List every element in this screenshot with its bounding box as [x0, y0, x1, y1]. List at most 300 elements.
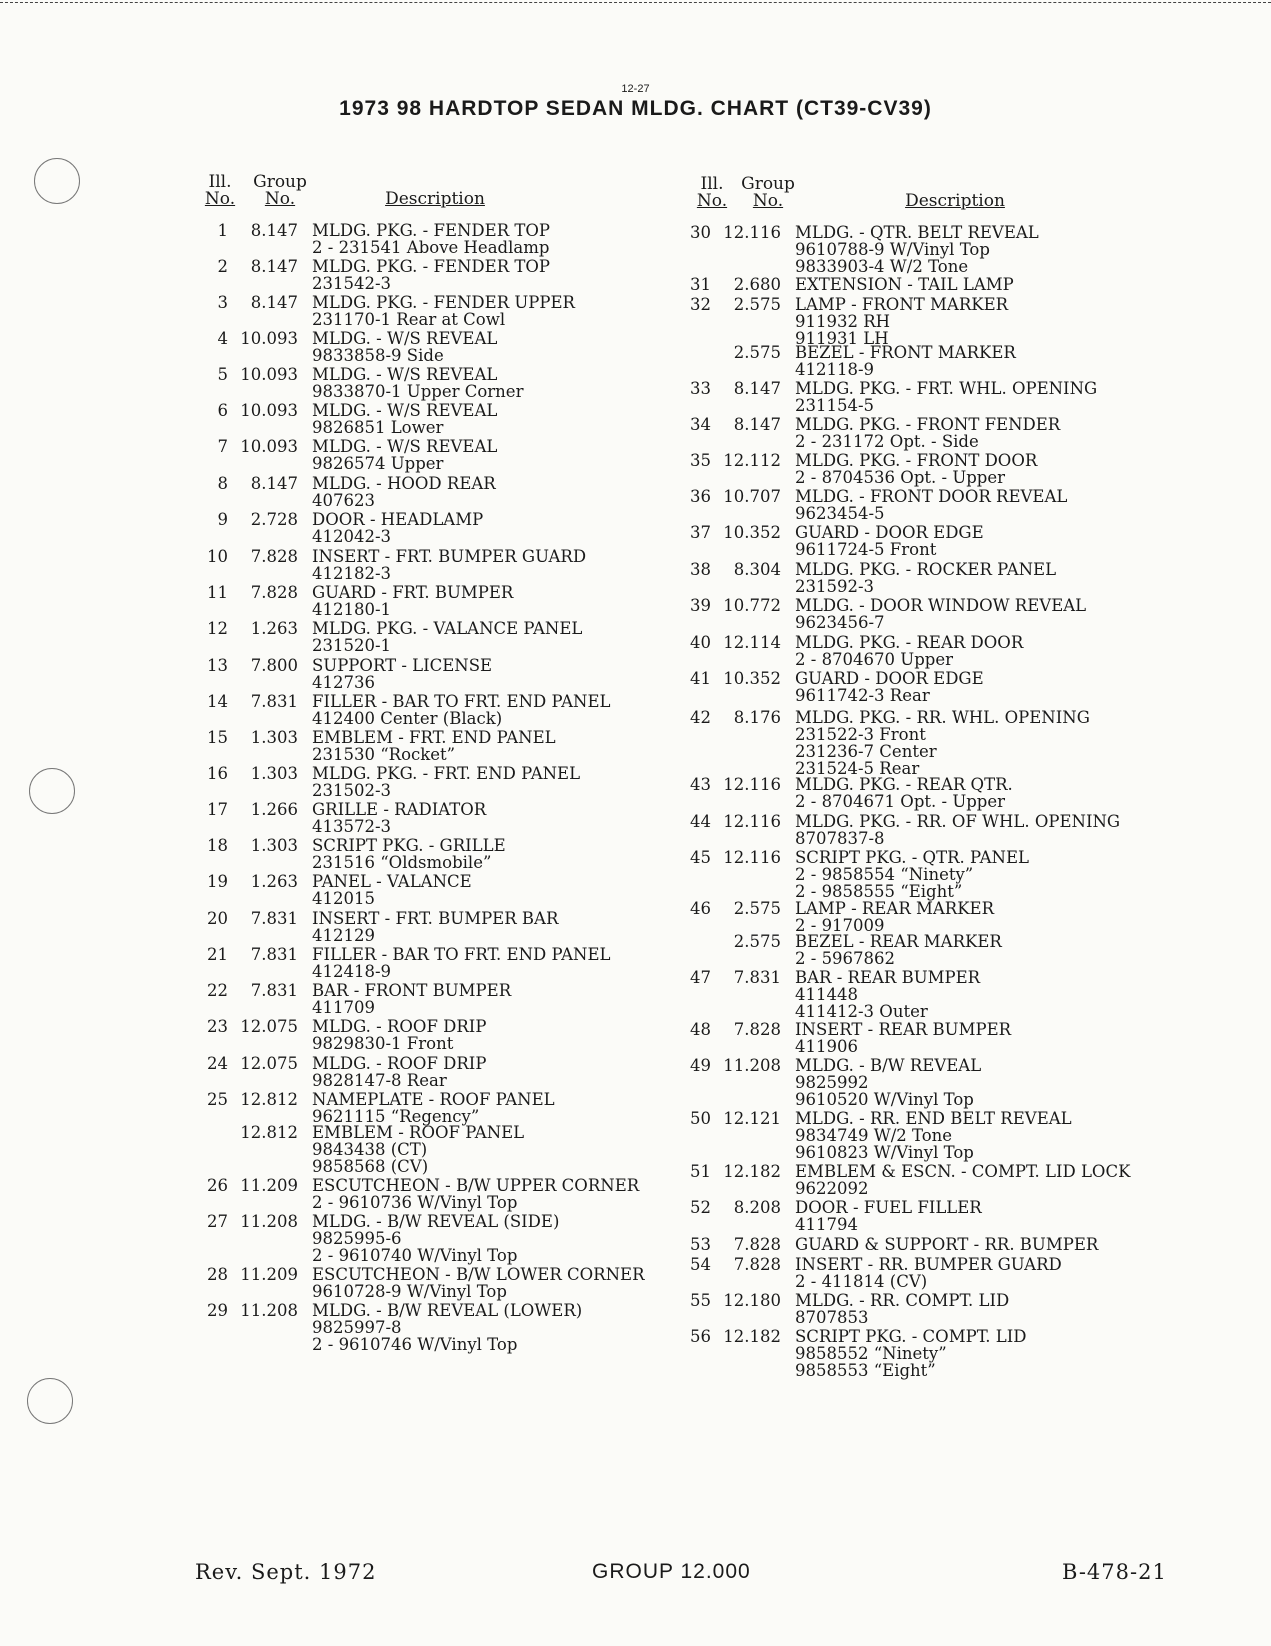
part-number: 413572-3: [312, 817, 392, 836]
description: [795, 224, 1039, 275]
description: [795, 380, 1097, 414]
group-number: 8.147: [250, 221, 298, 240]
ill-number: 9: [217, 510, 228, 529]
group-number: 10.707: [723, 487, 781, 506]
part-name: BEZEL - REAR MARKER: [795, 932, 1002, 951]
group-number: 12.812: [240, 1090, 298, 1109]
ill-number: 39: [690, 596, 711, 615]
part-number: 9610728-9 W/Vinyl Top: [312, 1282, 507, 1301]
part-name: DOOR - FUEL FILLER: [795, 1198, 982, 1217]
part-name: INSERT - RR. BUMPER GUARD: [795, 1255, 1062, 1274]
part-number: 9858552 “Ninety”: [795, 1344, 947, 1363]
group-number: 8.147: [733, 415, 781, 434]
group-number: 12.121: [723, 1109, 781, 1128]
part-number: 8707837-8: [795, 829, 885, 848]
part-number: 412180-1: [312, 600, 392, 619]
group-number: 12.182: [723, 1327, 781, 1346]
description: [795, 1110, 1072, 1161]
part-number: 9610823 W/Vinyl Top: [795, 1143, 974, 1162]
ill-number: 30: [690, 223, 711, 242]
part-number: 411412-3 Outer: [795, 1002, 928, 1021]
part-name: INSERT - REAR BUMPER: [795, 1020, 1012, 1039]
description: [795, 1199, 982, 1233]
part-number: 231530 “Rocket”: [312, 745, 456, 764]
part-name: GUARD - FRT. BUMPER: [312, 583, 514, 602]
description: [312, 729, 556, 763]
part-number: 2 - 8704536 Opt. - Upper: [795, 468, 1006, 487]
part-number: 9611724-5 Front: [795, 540, 937, 559]
part-name: BAR - FRONT BUMPER: [312, 981, 512, 1000]
header-ill-no-right: Ill. No.: [696, 174, 728, 211]
part-name: GUARD - DOOR EDGE: [795, 669, 984, 688]
ill-number: 32: [690, 295, 711, 314]
ill-number: 6: [217, 401, 228, 420]
ill-number: 12: [207, 619, 228, 638]
group-number: 10.352: [723, 669, 781, 688]
group-number: 8.147: [733, 379, 781, 398]
part-name: MLDG. PKG. - RR. OF WHL. OPENING: [795, 812, 1121, 831]
part-number: 2 - 5967862: [795, 949, 896, 968]
part-number: 407623: [312, 491, 375, 510]
part-name: EXTENSION - TAIL LAMP: [795, 275, 1014, 294]
group-number: 12.182: [723, 1162, 781, 1181]
part-name: MLDG. - W/S REVEAL: [312, 437, 498, 456]
part-number: 231516 “Oldsmobile”: [312, 853, 492, 872]
description: [312, 222, 550, 256]
ill-number: 55: [690, 1291, 711, 1310]
group-number: 1.303: [250, 764, 298, 783]
group-number: 10.093: [240, 401, 298, 420]
part-number: 9610520 W/Vinyl Top: [795, 1090, 974, 1109]
part-name: GUARD & SUPPORT - RR. BUMPER: [795, 1235, 1099, 1254]
description: [795, 933, 1002, 967]
part-number: 9833858-9 Side: [312, 346, 444, 365]
part-number: 2 - 8704670 Upper: [795, 650, 953, 669]
ill-number: 25: [207, 1090, 228, 1109]
part-number: 412129: [312, 926, 375, 945]
group-number: 11.209: [240, 1265, 298, 1284]
ill-number: 41: [690, 669, 711, 688]
ill-number: 16: [207, 764, 228, 783]
group-number: 2.575: [733, 899, 781, 918]
group-number: 12.112: [723, 451, 781, 470]
group-number: 12.116: [723, 812, 781, 831]
part-number: 9826851 Lower: [312, 418, 444, 437]
group-number: 10.352: [723, 523, 781, 542]
part-name: EMBLEM - FRT. END PANEL: [312, 728, 556, 747]
group-number: 12.180: [723, 1291, 781, 1310]
group-number: 12.075: [240, 1054, 298, 1073]
group-number: 8.147: [250, 257, 298, 276]
description: [312, 982, 511, 1016]
part-number: 412042-3: [312, 527, 392, 546]
part-name: SCRIPT PKG. - GRILLE: [312, 836, 506, 855]
group-number: 2.575: [733, 343, 781, 362]
part-number: 2 - 8704671 Opt. - Upper: [795, 792, 1006, 811]
group-number: 10.093: [240, 365, 298, 384]
footer-group: GROUP 12.000: [592, 1560, 751, 1583]
part-number: 2 - 231541 Above Headlamp: [312, 238, 550, 257]
part-name: MLDG. PKG. - REAR QTR.: [795, 775, 1013, 794]
footer-revision: Rev. Sept. 1972: [195, 1560, 377, 1584]
part-name: EMBLEM - ROOF PANEL: [312, 1123, 525, 1142]
part-name: LAMP - FRONT MARKER: [795, 295, 1009, 314]
description: [795, 776, 1013, 810]
description: [312, 693, 610, 727]
description: [795, 1328, 1026, 1379]
group-number: 7.800: [250, 656, 298, 675]
group-number: 11.208: [240, 1301, 298, 1320]
part-name: MLDG. PKG. - ROCKER PANEL: [795, 560, 1057, 579]
part-name: MLDG. PKG. - FRT. WHL. OPENING: [795, 379, 1098, 398]
description: [795, 561, 1056, 595]
description: [795, 1292, 1009, 1326]
ill-number: 36: [690, 487, 711, 506]
part-name: MLDG. - RR. END BELT REVEAL: [795, 1109, 1072, 1128]
part-name: MLDG. PKG. - FENDER TOP: [312, 257, 551, 276]
ill-number: 33: [690, 379, 711, 398]
part-number: 231524-5 Rear: [795, 759, 920, 778]
part-number: 9834749 W/2 Tone: [795, 1126, 953, 1145]
description: [312, 801, 486, 835]
part-name: MLDG. PKG. - FRONT FENDER: [795, 415, 1061, 434]
part-name: SCRIPT PKG. - QTR. PANEL: [795, 848, 1029, 867]
part-number: 2 - 9610736 W/Vinyl Top: [312, 1193, 518, 1212]
description: [312, 258, 550, 292]
part-number: 2 - 917009: [795, 916, 885, 935]
group-number: 7.828: [733, 1235, 781, 1254]
group-number: 10.093: [240, 437, 298, 456]
description: [795, 344, 1016, 378]
ill-number: 54: [690, 1255, 711, 1274]
punch-hole-middle: [29, 768, 75, 814]
part-name: MLDG. - ROOF DRIP: [312, 1017, 487, 1036]
description: [795, 1021, 1011, 1055]
header-group-no-right: Group No.: [741, 174, 795, 211]
group-number: 7.831: [733, 968, 781, 987]
part-name: LAMP - REAR MARKER: [795, 899, 995, 918]
header-description-right: Description: [905, 191, 1005, 211]
group-number: 12.812: [240, 1123, 298, 1142]
group-number: 7.828: [250, 583, 298, 602]
ill-number: 21: [207, 945, 228, 964]
ill-number: 34: [690, 415, 711, 434]
ill-number: 42: [690, 708, 711, 727]
part-name: MLDG. - HOOD REAR: [312, 474, 496, 493]
group-number: 11.209: [240, 1176, 298, 1195]
group-number: 8.208: [733, 1198, 781, 1217]
part-name: ESCUTCHEON - B/W UPPER CORNER: [312, 1176, 640, 1195]
group-number: 10.093: [240, 329, 298, 348]
ill-number: 49: [690, 1056, 711, 1075]
description: [312, 620, 582, 654]
part-number: 231520-1: [312, 636, 392, 655]
part-number: 9858553 “Eight”: [795, 1361, 936, 1380]
part-number: 9623456-7: [795, 613, 885, 632]
part-name: INSERT - FRT. BUMPER BAR: [312, 909, 559, 928]
description: [312, 765, 580, 799]
description: [312, 657, 492, 691]
part-name: MLDG. - FRONT DOOR REVEAL: [795, 487, 1068, 506]
ill-number: 38: [690, 560, 711, 579]
group-number: 1.263: [250, 872, 298, 891]
part-number: 231502-3: [312, 781, 392, 800]
group-number: 1.263: [250, 619, 298, 638]
part-name: NAMEPLATE - ROOF PANEL: [312, 1090, 555, 1109]
group-number: 7.831: [250, 692, 298, 711]
top-edge-line: [0, 2, 1271, 3]
ill-number: 28: [207, 1265, 228, 1284]
header-ill-no-left: Ill. No.: [204, 172, 236, 209]
part-name: MLDG. - W/S REVEAL: [312, 365, 498, 384]
ill-number: 14: [207, 692, 228, 711]
part-name: MLDG. - B/W REVEAL (SIDE): [312, 1212, 560, 1231]
description: [312, 294, 575, 328]
part-name: MLDG. - B/W REVEAL: [795, 1056, 982, 1075]
part-name: MLDG. - W/S REVEAL: [312, 329, 498, 348]
part-name: MLDG. PKG. - REAR DOOR: [795, 633, 1024, 652]
group-number: 11.208: [240, 1212, 298, 1231]
description: [312, 548, 586, 582]
description: [312, 1055, 486, 1089]
ill-number: 46: [690, 899, 711, 918]
part-number: 411709: [312, 998, 375, 1017]
part-number: 9858568 (CV): [312, 1157, 429, 1176]
ill-number: 44: [690, 812, 711, 831]
group-number: 8.304: [733, 560, 781, 579]
ill-number: 47: [690, 968, 711, 987]
ill-number: 18: [207, 836, 228, 855]
part-number: 412736: [312, 673, 375, 692]
description: [795, 416, 1060, 450]
ill-number: 24: [207, 1054, 228, 1073]
description: [795, 1256, 1062, 1290]
description: [795, 488, 1067, 522]
group-number: 7.828: [250, 547, 298, 566]
group-number: 1.266: [250, 800, 298, 819]
ill-number: 51: [690, 1162, 711, 1181]
description: [795, 900, 994, 934]
part-number: 231170-1 Rear at Cowl: [312, 310, 506, 329]
group-number: 7.831: [250, 981, 298, 1000]
part-name: GUARD - DOOR EDGE: [795, 523, 984, 542]
description: [312, 330, 497, 364]
part-number: 2 - 411814 (CV): [795, 1272, 928, 1291]
ill-number: 26: [207, 1176, 228, 1195]
part-number: 231154-5: [795, 396, 875, 415]
part-name: BAR - REAR BUMPER: [795, 968, 981, 987]
part-number: 2 - 9610746 W/Vinyl Top: [312, 1335, 518, 1354]
ill-number: 13: [207, 656, 228, 675]
part-number: 9623454-5: [795, 504, 885, 523]
ill-number: 10: [207, 547, 228, 566]
group-number: 8.147: [250, 293, 298, 312]
group-number: 12.116: [723, 223, 781, 242]
ill-number: 17: [207, 800, 228, 819]
group-number: 2.575: [733, 295, 781, 314]
group-number: 1.303: [250, 728, 298, 747]
description: [312, 1018, 486, 1052]
ill-number: 31: [690, 275, 711, 294]
description: [312, 402, 497, 436]
group-number: 1.303: [250, 836, 298, 855]
ill-number: 19: [207, 872, 228, 891]
part-number: 9611742-3 Rear: [795, 686, 930, 705]
ill-number: 50: [690, 1109, 711, 1128]
part-number: 9621115 “Regency”: [312, 1107, 480, 1126]
ill-number: 52: [690, 1198, 711, 1217]
part-number: 2 - 9858554 “Ninety”: [795, 865, 974, 884]
part-name: MLDG. PKG. - RR. WHL. OPENING: [795, 708, 1090, 727]
part-name: PANEL - VALANCE: [312, 872, 472, 891]
part-name: MLDG. - W/S REVEAL: [312, 401, 498, 420]
part-number: 9610788-9 W/Vinyl Top: [795, 240, 990, 259]
part-number: 411448: [795, 985, 858, 1004]
description: [312, 584, 513, 618]
description: [312, 1266, 645, 1300]
part-number: 2 - 9610740 W/Vinyl Top: [312, 1246, 518, 1265]
part-name: GRILLE - RADIATOR: [312, 800, 487, 819]
part-name: INSERT - FRT. BUMPER GUARD: [312, 547, 587, 566]
part-number: 2 - 231172 Opt. - Side: [795, 432, 979, 451]
description: [795, 969, 980, 1020]
group-number: 11.208: [723, 1056, 781, 1075]
description: [312, 475, 496, 509]
part-number: 231542-3: [312, 274, 392, 293]
group-number: 7.828: [733, 1020, 781, 1039]
part-number: 9833903-4 W/2 Tone: [795, 257, 969, 276]
punch-hole-bottom: [27, 1378, 73, 1424]
part-number: 411794: [795, 1215, 858, 1234]
footer-page-code: B-478-21: [1062, 1560, 1167, 1584]
description: [795, 1057, 981, 1108]
description: [795, 276, 1014, 293]
description: [795, 296, 1008, 347]
part-name: EMBLEM & ESCN. - COMPT. LID LOCK: [795, 1162, 1131, 1181]
part-name: MLDG. - DOOR WINDOW REVEAL: [795, 596, 1087, 615]
description: [795, 709, 1090, 777]
ill-number: 48: [690, 1020, 711, 1039]
group-number: 2.680: [733, 275, 781, 294]
ill-number: 29: [207, 1301, 228, 1320]
part-number: 9622092: [795, 1179, 869, 1198]
punch-hole-top: [34, 158, 80, 204]
description: [795, 670, 984, 704]
ill-number: 27: [207, 1212, 228, 1231]
ill-number: 7: [217, 437, 228, 456]
group-number: 2.728: [250, 510, 298, 529]
part-number: 411906: [795, 1037, 858, 1056]
part-number: 231522-3 Front: [795, 725, 926, 744]
group-number: 12.116: [723, 775, 781, 794]
group-number: 7.831: [250, 945, 298, 964]
description: [795, 524, 984, 558]
part-number: 9833870-1 Upper Corner: [312, 382, 524, 401]
part-number: 412418-9: [312, 962, 392, 981]
description: [795, 813, 1120, 847]
header-group-no-left: Group No.: [253, 172, 307, 209]
part-name: MLDG. PKG. - FENDER UPPER: [312, 293, 575, 312]
part-name: MLDG. PKG. - VALANCE PANEL: [312, 619, 583, 638]
part-number: 412015: [312, 889, 375, 908]
part-number: 9843438 (CT): [312, 1140, 428, 1159]
part-number: 9829830-1 Front: [312, 1034, 454, 1053]
part-name: SCRIPT PKG. - COMPT. LID: [795, 1327, 1027, 1346]
group-number: 8.147: [250, 474, 298, 493]
group-number: 12.075: [240, 1017, 298, 1036]
part-name: FILLER - BAR TO FRT. END PANEL: [312, 945, 611, 964]
group-number: 10.772: [723, 596, 781, 615]
part-name: MLDG. - QTR. BELT REVEAL: [795, 223, 1039, 242]
description: [312, 837, 506, 871]
ill-number: 3: [217, 293, 228, 312]
ill-number: 1: [217, 221, 228, 240]
description: [312, 946, 610, 980]
part-number: 412400 Center (Black): [312, 709, 503, 728]
description: [312, 1177, 639, 1211]
header-description-left: Description: [385, 189, 485, 209]
part-number: 231236-7 Center: [795, 742, 937, 761]
description: [312, 438, 497, 472]
part-number: 412118-9: [795, 360, 875, 379]
part-number: 8707853: [795, 1308, 869, 1327]
description: [312, 1124, 524, 1175]
page-title: 1973 98 HARDTOP SEDAN MLDG. CHART (CT39-CV39): [339, 97, 932, 120]
description: [312, 873, 472, 907]
part-number: 911931 LH: [795, 329, 889, 348]
description: [795, 634, 1023, 668]
part-name: ESCUTCHEON - B/W LOWER CORNER: [312, 1265, 645, 1284]
ill-number: 15: [207, 728, 228, 747]
description: [312, 511, 483, 545]
ill-number: 53: [690, 1235, 711, 1254]
part-number: 412182-3: [312, 564, 392, 583]
description: [312, 1091, 555, 1125]
ill-number: 40: [690, 633, 711, 652]
description: [795, 849, 1029, 900]
part-name: MLDG. PKG. - FRT. END PANEL: [312, 764, 581, 783]
part-name: DOOR - HEADLAMP: [312, 510, 484, 529]
group-number: 12.114: [723, 633, 781, 652]
part-number: 2 - 9858555 “Eight”: [795, 882, 963, 901]
description: [795, 597, 1086, 631]
ill-number: 37: [690, 523, 711, 542]
description: [312, 1213, 559, 1264]
part-name: MLDG. - ROOF DRIP: [312, 1054, 487, 1073]
part-number: 9825992: [795, 1073, 869, 1092]
ill-number: 45: [690, 848, 711, 867]
group-number: 8.176: [733, 708, 781, 727]
part-name: MLDG. PKG. - FENDER TOP: [312, 221, 551, 240]
description: [312, 910, 558, 944]
ill-number: 35: [690, 451, 711, 470]
part-number: 9825997-8: [312, 1318, 402, 1337]
part-number: 911932 RH: [795, 312, 891, 331]
ill-number: 11: [207, 583, 228, 602]
part-name: BEZEL - FRONT MARKER: [795, 343, 1016, 362]
ill-number: 20: [207, 909, 228, 928]
ill-number: 23: [207, 1017, 228, 1036]
ill-number: 8: [217, 474, 228, 493]
part-number: 231592-3: [795, 577, 875, 596]
part-name: SUPPORT - LICENSE: [312, 656, 493, 675]
part-name: MLDG. - RR. COMPT. LID: [795, 1291, 1010, 1310]
part-name: MLDG. PKG. - FRONT DOOR: [795, 451, 1038, 470]
description: [795, 452, 1037, 486]
ill-number: 4: [217, 329, 228, 348]
description: [312, 1302, 582, 1353]
part-number: 9828147-8 Rear: [312, 1071, 447, 1090]
